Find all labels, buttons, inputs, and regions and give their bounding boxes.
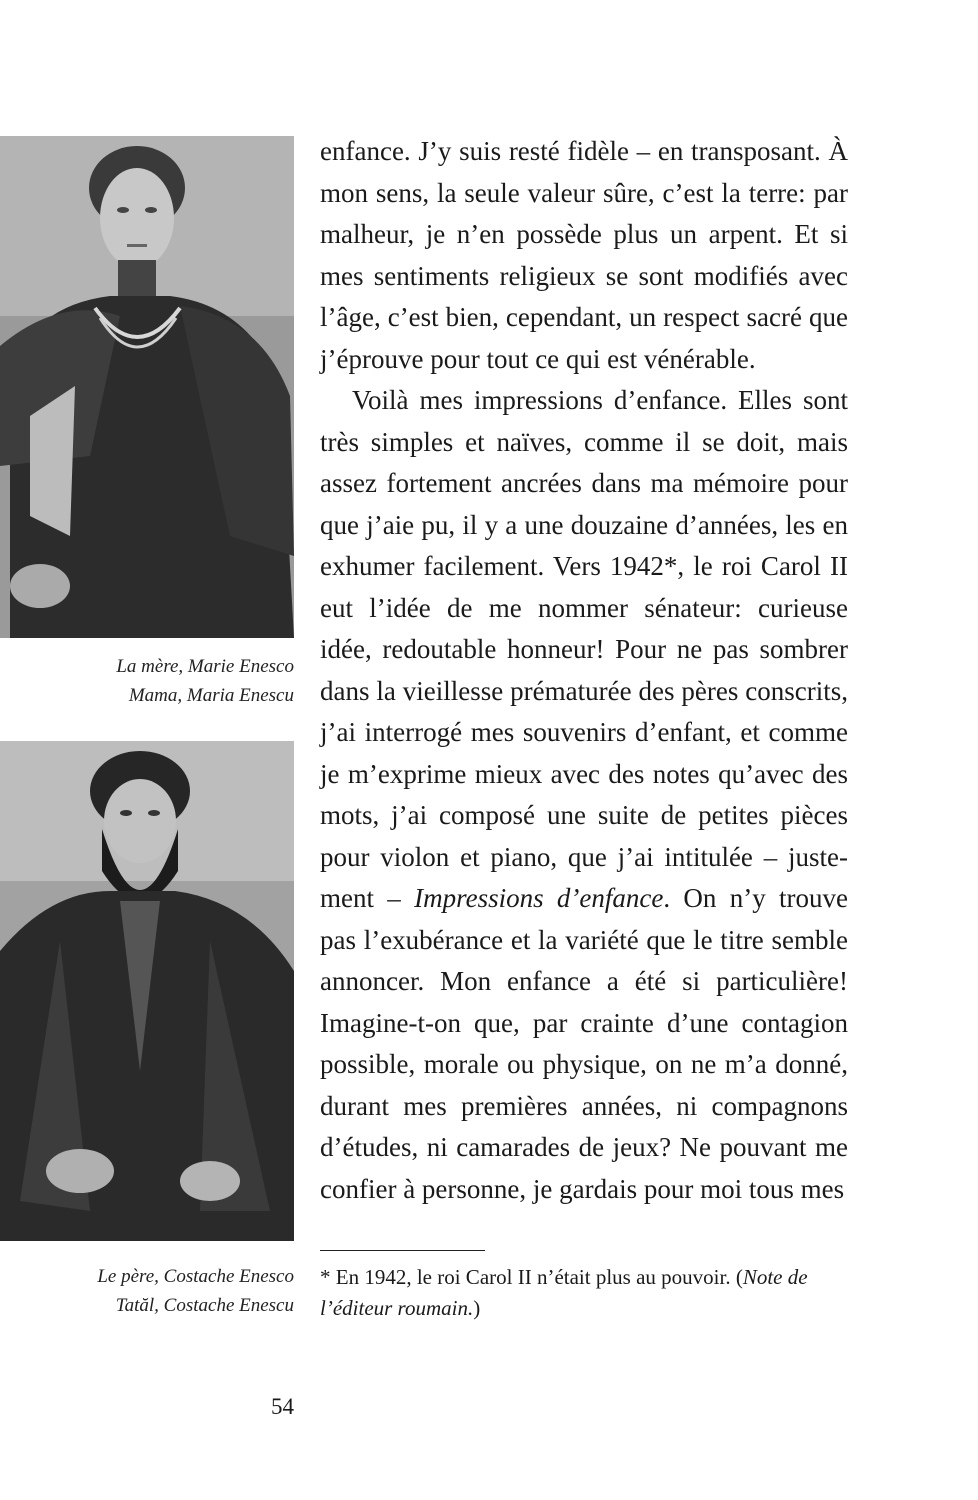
father-portrait-photo <box>0 741 294 1241</box>
footnote-text: * En 1942, le roi Carol II n’était plus au pouvoir. ( <box>320 1265 743 1289</box>
paragraph-2-part-b: . On n’y trouve pas l’exubérance et la variété que le titre semble annoncer. Mon enfance a été si particulière! Imagine-t-on que, par crainte d’une contagion possible, morale ou physique, on ne m’a donné, durant mes premières années, ni compagnons d’études, ni camarades de jeux? Ne pouvant me confier à personne, je gardais pour moi tous mes <box>320 883 849 1204</box>
father-caption <box>0 1262 294 1320</box>
paragraph-1: enfance. J’y suis resté fidèle – en transposant. À mon sens, la seule valeur sûre, c’est la terre: par malheur, je n’en possède plus un arpent. Et si mes sentiments religieux se sont modifiés avec l’âge, c’est bien, cependant, un respect sacré que j’éprouve pour tout ce qui est vénérable. <box>320 136 848 374</box>
mother-portrait-image <box>0 136 294 638</box>
work-title: Impressions d’enfance <box>414 883 664 913</box>
father-portrait-image <box>0 741 294 1241</box>
paragraph-2-part-a: Voilà mes impressions d’enfance. Elles sont très simples et naïves, comme il se doit, mais assez fortement ancrées dans ma mémoire pour que j’aie pu, il y a une douzaine d’années, les en exhumer facilement. Vers 1942*, le roi Carol II eut l’idée de me nommer sénateur: curieuse idée, redoutable honneur! Pour ne pas sombrer dans la vieillesse prématurée des pères conscrits, j’ai interrogé mes souvenirs d’enfant, et comme je m’exprime mieux avec des notes qu’avec des mots, j’ai composé une suite de petites pièces pour violon et piano, que j’ai intitulée – justement – <box>320 385 848 913</box>
footnote <box>320 1262 855 1324</box>
mother-portrait-photo <box>0 136 294 638</box>
footnote-close: ) <box>473 1296 481 1320</box>
father-caption-fr: Le père, Costache Enesco <box>97 1266 294 1287</box>
mother-caption-fr: La mère, Marie Enesco <box>116 656 294 677</box>
father-caption-ro: Tatăl, Costache Enescu <box>115 1295 294 1316</box>
paragraph-2 <box>320 380 848 1210</box>
mother-caption <box>0 652 294 710</box>
body-text <box>320 131 848 1210</box>
page-number: 54 <box>271 1394 294 1419</box>
footnote-rule <box>320 1250 485 1251</box>
footnote-note: Note de l’éditeur roumain. <box>320 1265 808 1320</box>
mother-caption-ro: Mama, Maria Enescu <box>128 685 294 706</box>
